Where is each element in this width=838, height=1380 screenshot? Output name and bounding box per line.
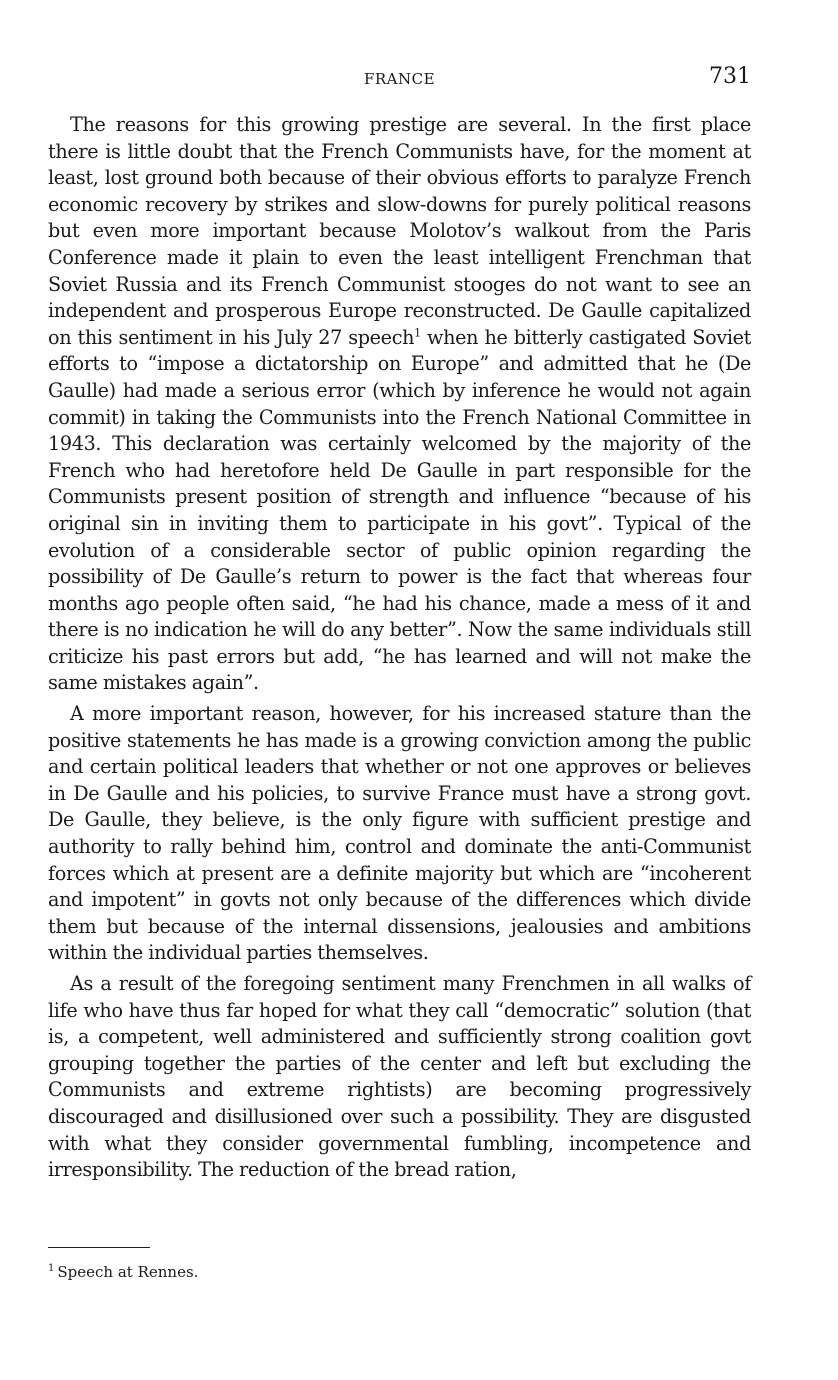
footnote-rule: [48, 1247, 150, 1248]
paragraph-3: As a result of the foregoing sentiment many Frenchmen in all walks of life who have thus far hoped for what they call “democratic” solution (that is, a competent, well administered and sufficiently strong coalition govt grouping together the parties of the center and left but excluding the Communists and extreme rightists) are becoming progressively discouraged and disillusioned over such a possibility. They are disgusted with what they consider governmental fumbling, incompetence and irresponsibility. The reduction of the bread ration,: [48, 972, 751, 1182]
page-number: 731: [709, 64, 751, 89]
running-head: FRANCE: [363, 70, 436, 88]
body-text: [48, 112, 751, 1184]
paragraph-1: [48, 112, 751, 697]
paragraph-1-text-a: The reasons for this growing prestige are several. In the first place there is little doubt that the French Communists have, for the moment at least, lost ground both because of their obvious efforts to paralyze French economic recovery by strikes and slow-downs for purely political reasons but even more important because Molotov’s walkout from the Paris Conference made it plain to even the least intelligent Frenchman that Soviet Russia and its French Communist stooges do not want to see an independent and prosperous Europe reconstructed. De Gaulle capitalized on this sentiment in his July 27 speech: [48, 113, 751, 349]
footnote: [48, 1262, 548, 1282]
page-header: [48, 64, 751, 94]
footnote-number: 1: [48, 1263, 55, 1274]
paragraph-1-text-b: when he bitterly castigated Soviet efforts to “impose a dictatorship on Europe” and admitted that he (De Gaulle) had made a serious error (which by inference he would not again commit) in taking the Communists into the French National Committee in 1943. This declaration was certainly welcomed by the majority of the French who had heretofore held De Gaulle in part responsible for the Communists present position of strength and influence “because of his original sin in inviting them to participate in his govt”. Typical of the evolution of a considerable sector of public opinion regarding the possibility of De Gaulle’s return to power is the fact that whereas four months ago people often said, “he had his chance, made a mess of it and there is no indication he will do any better”. Now the same individuals still criticize his past errors but add, “he has learned and will not make the same mistakes again”.: [48, 325, 751, 695]
footnote-marker: 1: [414, 326, 421, 340]
paragraph-2: A more important reason, however, for his increased stature than the positive statements he has made is a growing conviction among the public and certain political leaders that whether or not one approves or believes in De Gaulle and his policies, to survive France must have a strong govt. De Gaulle, they believe, is the only figure with sufficient prestige and authority to rally behind him, control and dominate the anti-Communist forces which at present are a definite majority but which are “incoherent and impotent” in govts not only because of the differences which divide them but because of the internal dissensions, jealousies and ambitions within the individual parties themselves.: [48, 702, 751, 965]
footnote-text: Speech at Rennes.: [57, 1263, 199, 1281]
